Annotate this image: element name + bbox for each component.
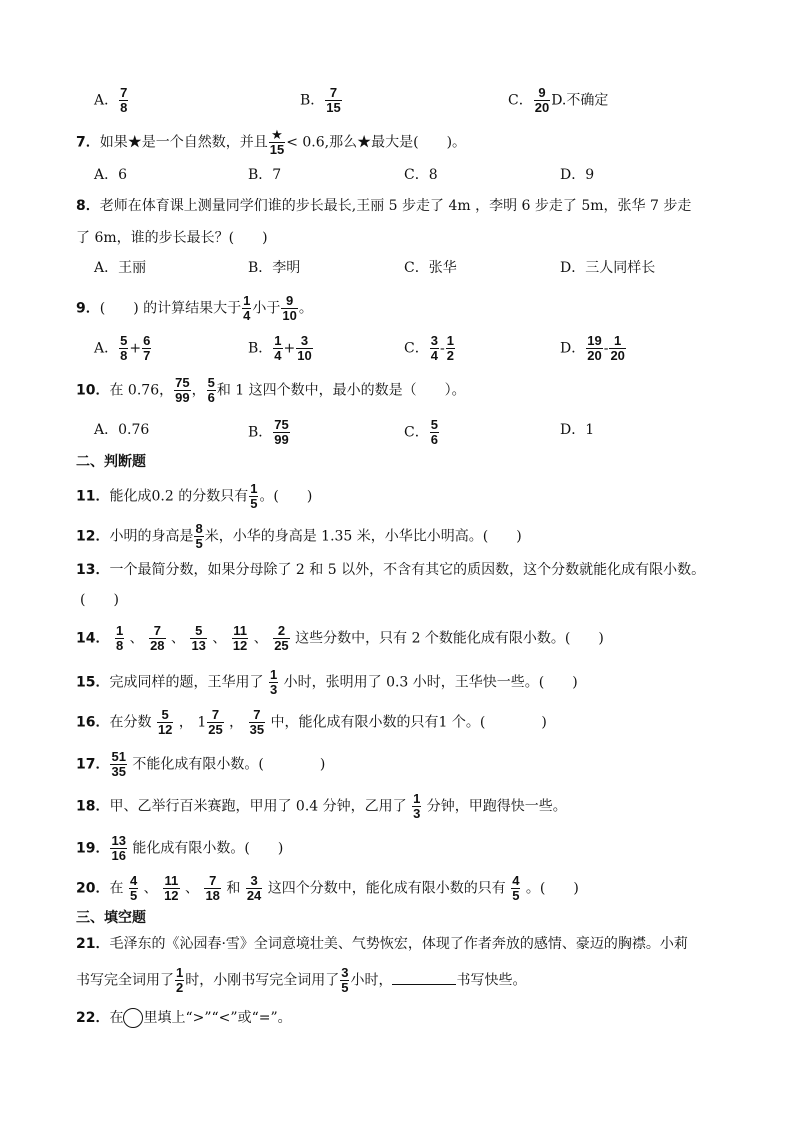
fraction: $\frac{1}{20}$ (610, 333, 625, 363)
question-8: 8．老师在体育课上测量同学们谁的步长最长,王丽 5 步走了 4m ，李明 6 步走了 5m，张华 7 步走 (76, 198, 692, 214)
q10-option-c: C． $\frac{5}{6}$ (404, 417, 438, 447)
q7-option-a: A．6 (94, 167, 128, 183)
question-20: 20．在 $\frac{4}{5}$ 、 $\frac{11}{12}$ 、 $\frac{7}{18}$ 和 $\frac{3}{24}$ 这四个分数中，能化成有限小数的只有 $\frac{4}{5}$ 。( ) (76, 873, 579, 903)
fraction: $\frac{1}{2}$ (176, 965, 184, 995)
fraction: $\frac{1}{5}$ (250, 481, 258, 511)
q8-option-c: C．张华 (404, 260, 457, 276)
question-14: 14． $\frac{1}{8}$ 、 $\frac{7}{28}$ 、 $\frac{5}{13}$ 、 $\frac{11}{12}$ 、 $\frac{2}{25}$ 这些分数中，只有 2 个数能化成有限小数。( ) (76, 623, 604, 653)
fraction: $\frac{11}{12}$ (232, 623, 248, 653)
fraction: $\frac{9}{10}$ (282, 293, 297, 323)
question-17: 17． $\frac{51}{35}$ 不能化成有限小数。( ) (76, 749, 326, 779)
fraction: $\frac{5}{13}$ (191, 623, 206, 653)
q8-option-d: D．三人同样长 (560, 260, 656, 276)
fraction: $\frac{1}{8}$ (115, 623, 124, 653)
fraction: $\frac{7}{8}$ (120, 85, 128, 115)
q6-option-a: A． $\frac{7}{8}$ (94, 85, 128, 115)
question-13: 13．一个最简分数，如果分母除了 2 和 5 以外，不含有其它的质因数，这个分数就能化成有限小数。 (76, 562, 706, 578)
q9-option-d: D． $\frac{19}{20}$ - $\frac{1}{20}$ (560, 333, 625, 363)
section-title-judgement: 二、判断题 (76, 454, 146, 470)
fraction: $\frac{9}{20}$ (534, 85, 550, 115)
q10-option-b: B． $\frac{75}{99}$ (248, 417, 289, 447)
q7-option-d: D．9 (560, 167, 595, 183)
fraction: $\frac{3}{5}$ (341, 965, 349, 995)
fraction: $\frac{7}{25}$ (208, 707, 223, 737)
fraction: $\frac{3}{10}$ (297, 333, 312, 363)
fraction: $\frac{75}{99}$ (175, 375, 190, 405)
fraction: $\frac{7}{28}$ (150, 623, 165, 653)
fraction: $\frac{1}{3}$ (413, 791, 421, 821)
fraction: $\frac{51}{35}$ (111, 749, 126, 779)
q8-option-a: A．王丽 (94, 260, 147, 276)
fraction: $\frac{★}{15}$ (269, 127, 285, 157)
question-9: 9．( ) 的计算结果大于 $\frac{1}{4}$ 小于 $\frac{9}{10}$ 。 (76, 293, 313, 323)
q9-option-b: B． $\frac{1}{4}$ + $\frac{3}{10}$ (248, 333, 312, 363)
fraction: $\frac{5}{6}$ (430, 417, 438, 447)
question-22: 22．在 里填上“>”“<”或“=”。 (76, 1010, 292, 1026)
answer-circle[interactable] (123, 1008, 143, 1028)
fraction: $\frac{5}{6}$ (207, 375, 215, 405)
q7-option-c: C．8 (404, 167, 438, 183)
question-12: 12．小明的身高是 $\frac{8}{5}$ 米，小华的身高是 1.35 米，小华比小明高。( ) (76, 521, 522, 551)
q9-option-c: C． $\frac{3}{4}$ - $\frac{1}{2}$ (404, 333, 454, 363)
question-11: 11．能化成0.2 的分数只有 $\frac{1}{5}$ 。( ) (76, 481, 313, 511)
fraction: $\frac{2}{25}$ (274, 623, 289, 653)
question-13-line2: ( ) (80, 592, 119, 608)
question-10: 10．在 0.76， $\frac{75}{99}$ ， $\frac{5}{6}$ 和 1 这四个数中，最小的数是（ ）。 (76, 375, 466, 405)
q10-option-a: A．0.76 (94, 422, 150, 438)
q10-option-d: D．1 (560, 422, 595, 438)
q7-option-b: B．7 (248, 167, 282, 183)
fraction: $\frac{4}{5}$ (129, 873, 138, 903)
q6-option-c-d: C． $\frac{9}{20}$ D.不确定 (508, 85, 609, 115)
question-16: 16．在分数 $\frac{5}{12}$ ， 1 $\frac{7}{25}$ ， $\frac{7}{35}$ 中，能化成有限小数的只有1 个。( ) (76, 707, 547, 737)
section-title-fill-in: 三、填空题 (76, 910, 146, 926)
fraction: $\frac{8}{5}$ (195, 521, 203, 551)
question-21: 21．毛泽东的《沁园春·雪》全词意境壮美、气势恢宏，体现了作者奔放的感情、豪迈的胸襟。小莉 (76, 936, 688, 952)
q9-option-a: A． $\frac{5}{8}$ + $\frac{6}{7}$ (94, 333, 151, 363)
question-21-line2: 书写完全词用了 $\frac{1}{2}$ 时，小刚书写完全词用了 $\frac{3}{5}$ 小时， 书写快些。 (76, 965, 527, 995)
fraction: $\frac{3}{4}$ (430, 333, 438, 363)
fraction: $\frac{1}{4}$ (243, 293, 251, 323)
question-15: 15．完成同样的题，王华用了 $\frac{1}{3}$ 小时，张明用了 0.3 小时，王华快一些。( ) (76, 667, 578, 697)
fraction: $\frac{13}{16}$ (111, 833, 126, 863)
fraction: $\frac{7}{35}$ (249, 707, 265, 737)
fraction: $\frac{19}{20}$ (587, 333, 602, 363)
q8-option-b: B．李明 (248, 260, 301, 276)
fraction: $\frac{6}{7}$ (143, 333, 151, 363)
question-18: 18．甲、乙举行百米赛跑，甲用了 0.4 分钟，乙用了 $\frac{1}{3}$ 分钟，甲跑得快一些。 (76, 791, 567, 821)
fraction: $\frac{3}{24}$ (246, 873, 262, 903)
fraction: $\frac{1}{3}$ (269, 667, 278, 697)
question-7: 7．如果★是一个自然数，并且 $\frac{★}{15}$ < 0.6,那么★最大是( )。 (76, 127, 467, 157)
fraction: $\frac{7}{18}$ (205, 873, 220, 903)
fraction: $\frac{5}{8}$ (120, 333, 128, 363)
question-19: 19． $\frac{13}{16}$ 能化成有限小数。( ) (76, 833, 284, 863)
question-8-line2: 了 6m，谁的步长最长？( ) (76, 230, 268, 246)
fraction: $\frac{4}{5}$ (512, 873, 520, 903)
q6-option-b: B． $\frac{7}{15}$ (300, 85, 341, 115)
fraction: $\frac{1}{2}$ (446, 333, 454, 363)
fraction: $\frac{7}{15}$ (326, 85, 341, 115)
fraction: $\frac{11}{12}$ (164, 873, 179, 903)
fraction: $\frac{75}{99}$ (274, 417, 289, 447)
answer-blank[interactable] (392, 970, 456, 985)
fraction: $\frac{1}{4}$ (274, 333, 282, 363)
fraction: $\frac{5}{12}$ (157, 707, 173, 737)
